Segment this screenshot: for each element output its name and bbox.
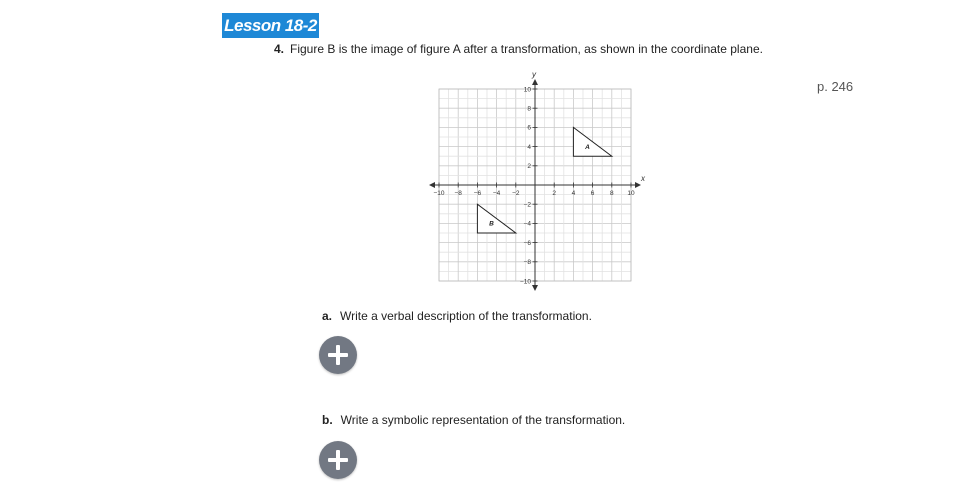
x-tick-label: −4 xyxy=(492,190,501,197)
y-tick-label: −2 xyxy=(523,201,531,209)
x-axis-label: x xyxy=(641,174,645,183)
add-answer-button-b[interactable] xyxy=(319,441,357,479)
plus-icon-vertical xyxy=(336,345,340,365)
y-tick-label: 6 xyxy=(527,124,531,132)
y-tick-label: 2 xyxy=(527,163,531,171)
x-tick-label: 10 xyxy=(627,190,635,197)
x-tick-label: 8 xyxy=(609,190,614,197)
y-tick-label: −10 xyxy=(519,278,531,286)
add-answer-button-a[interactable] xyxy=(319,336,357,374)
y-tick-label: 8 xyxy=(527,105,531,113)
question-number: 4. xyxy=(274,42,285,56)
page-reference: p. 246 xyxy=(817,79,854,94)
y-tick-label: −4 xyxy=(523,220,531,228)
question-prompt xyxy=(274,42,763,56)
part-b-letter: b. xyxy=(322,413,333,427)
y-tick-label: 4 xyxy=(527,143,531,151)
y-axis-arrow-up xyxy=(532,79,538,85)
y-tick-label: −6 xyxy=(523,239,531,247)
part-b-text: Write a symbolic representation of the transformation. xyxy=(340,413,626,427)
lesson-badge: Lesson 18-2 xyxy=(222,13,319,38)
x-axis-arrow-left xyxy=(429,182,435,188)
x-tick-label: −10 xyxy=(433,190,445,197)
figure-b-label: B xyxy=(489,220,494,228)
y-tick-label: 10 xyxy=(523,86,531,94)
y-axis-arrow-down xyxy=(532,285,538,291)
part-a-text: Write a verbal description of the transformation. xyxy=(340,309,592,323)
plus-icon-vertical xyxy=(336,450,340,470)
coordinate-plane xyxy=(420,70,660,292)
y-tick-label: −8 xyxy=(523,259,531,267)
x-tick-label: 4 xyxy=(571,190,576,197)
question-text: Figure B is the image of figure A after a transformation, as shown in the coordinate plane. xyxy=(290,42,763,56)
part-a-prompt xyxy=(322,309,592,323)
x-tick-label: 6 xyxy=(590,190,595,197)
axes xyxy=(429,79,641,291)
x-tick-label: −2 xyxy=(512,190,520,197)
figure-a-label: A xyxy=(585,143,590,151)
x-tick-label: −8 xyxy=(454,190,462,197)
tick-labels xyxy=(433,70,646,285)
x-tick-label: −6 xyxy=(473,190,482,197)
x-tick-label: 2 xyxy=(552,190,557,197)
y-axis-label: y xyxy=(532,70,536,79)
part-a-letter: a. xyxy=(322,309,333,323)
part-b-prompt xyxy=(322,413,625,427)
